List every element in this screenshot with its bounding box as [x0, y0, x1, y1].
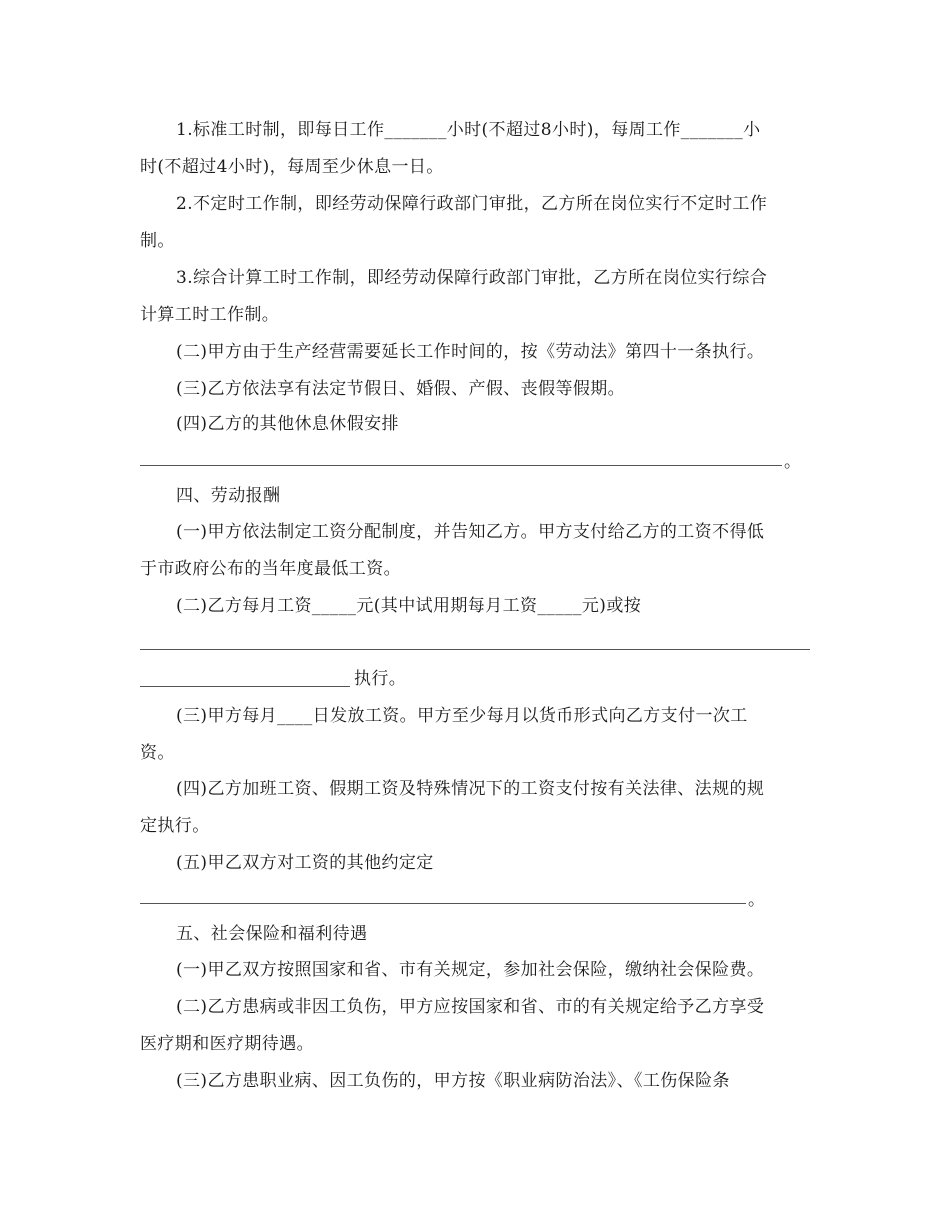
period-mark: 。 [784, 452, 801, 472]
clause-standard-hours-line-1: 1.标准工时制，即每日工作_______小时(不超过8小时)，每周工作_______小 [176, 120, 761, 140]
fill-in-blank-wage-agreement [140, 903, 746, 904]
clause-sick-leave-line-1: (二)乙方患病或非因工负伤，甲方应按国家和省、市的有关规定给予乙方享受 [176, 997, 765, 1017]
clause-monthly-wage-end: 执行。 [354, 669, 407, 689]
clause-comprehensive-hours-line-2: 计算工时工作制。 [140, 305, 280, 325]
fill-in-blank-wage-short [140, 686, 350, 687]
section-heading-remuneration: 四、劳动报酬 [176, 486, 281, 506]
clause-wage-system-line-1: (一)甲方依法制定工资分配制度，并告知乙方。甲方支付给乙方的工资不得低 [176, 522, 765, 542]
section-heading-social-insurance: 五、社会保险和福利待遇 [176, 924, 368, 944]
fill-in-blank-rest [140, 465, 782, 466]
fill-in-blank-wage-full [140, 649, 810, 650]
clause-flexible-hours-line-1: 2.不定时工作制，即经劳动保障行政部门审批，乙方所在岗位实行不定时工作 [176, 194, 768, 214]
clause-pay-date-line-1: (三)甲方每月____日发放工资。甲方至少每月以货币形式向乙方支付一次工 [176, 706, 748, 726]
clause-overtime-pay-line-2: 定执行。 [140, 816, 210, 836]
clause-flexible-hours-line-2: 制。 [140, 231, 175, 251]
clause-social-insurance: (一)甲乙双方按照国家和省、市有关规定，参加社会保险，缴纳社会保险费。 [176, 960, 765, 980]
clause-comprehensive-hours-line-1: 3.综合计算工时工作制，即经劳动保障行政部门审批，乙方所在岗位实行综合 [176, 268, 768, 288]
clause-standard-hours-line-2: 时(不超过4小时)，每周至少休息一日。 [140, 157, 444, 177]
clause-overtime: (二)甲方由于生产经营需要延长工作时间的，按《劳动法》第四十一条执行。 [176, 342, 765, 362]
clause-other-rest: (四)乙方的其他休息休假安排 [176, 414, 399, 434]
clause-overtime-pay-line-1: (四)乙方加班工资、假期工资及特殊情况下的工资支付按有关法律、法规的规 [176, 779, 765, 799]
clause-sick-leave-line-2: 医疗期和医疗期待遇。 [140, 1034, 314, 1054]
clause-monthly-wage: (二)乙方每月工资_____元(其中试用期每月工资_____元)或按 [176, 596, 642, 616]
clause-pay-date-line-2: 资。 [140, 743, 175, 763]
clause-occupational-disease: (三)乙方患职业病、因工负伤的，甲方按《职业病防治法》、《工伤保险条 [176, 1071, 730, 1091]
period-mark: 。 [748, 890, 765, 910]
clause-other-wage-agreement: (五)甲乙双方对工资的其他约定定 [176, 853, 434, 873]
clause-holidays: (三)乙方依法享有法定节假日、婚假、产假、丧假等假期。 [176, 379, 626, 399]
clause-wage-system-line-2: 于市政府公布的当年度最低工资。 [140, 559, 401, 579]
